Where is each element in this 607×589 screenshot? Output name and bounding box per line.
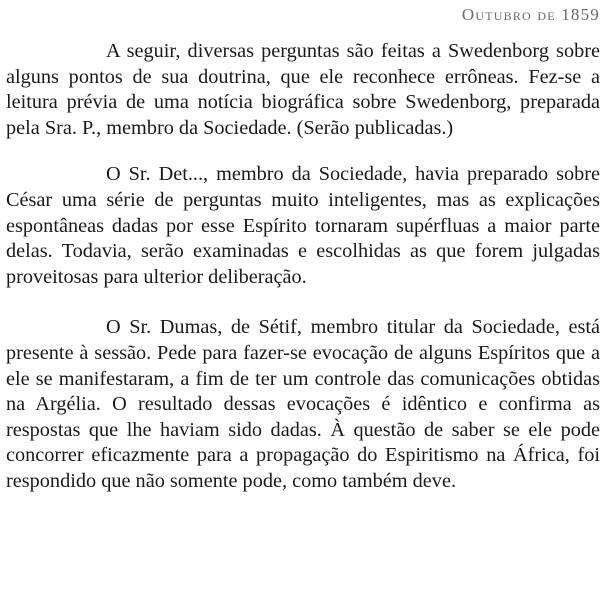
document-page <box>6 0 600 495</box>
paragraph-dumas: O Sr. Dumas, de Sétif, membro titular da Sociedade, está presente à sessão. Pede para fazer-se evocação de alguns Espíritos que a ele se manifestaram, a fim de ter um controle das comunicações obtidas na Argélia. O resultado dessas evocações é idêntico e confirma as respostas que lhe haviam sido dadas. À questão de saber se ele pode concorrer eficazmente para a propagação do Espiritismo na África, foi respondido que não somente pode, como também deve. <box>6 316 600 492</box>
paragraph-swedenborg: A seguir, diversas perguntas são feitas a Swedenborg sobre alguns pontos de sua doutrina, que ele reconhece errôneas. Fez-se a leitura prévia de uma notícia biográfica sobre Swedenborg, preparada pela Sra. P., membro da Sociedade. (Serão publicadas.) <box>6 40 600 139</box>
running-header: Outubro de 1859 <box>461 5 600 24</box>
paragraph-cesar: O Sr. Det..., membro da Sociedade, havia preparado sobre César uma série de perguntas muito inteligentes, mas as explicações espontâneas dadas por esse Espírito tornaram supérfluas a maior parte delas. Todavia, serão examinadas e escolhidas as que forem julgadas proveitosas para ulterior deliberação. <box>6 163 600 288</box>
